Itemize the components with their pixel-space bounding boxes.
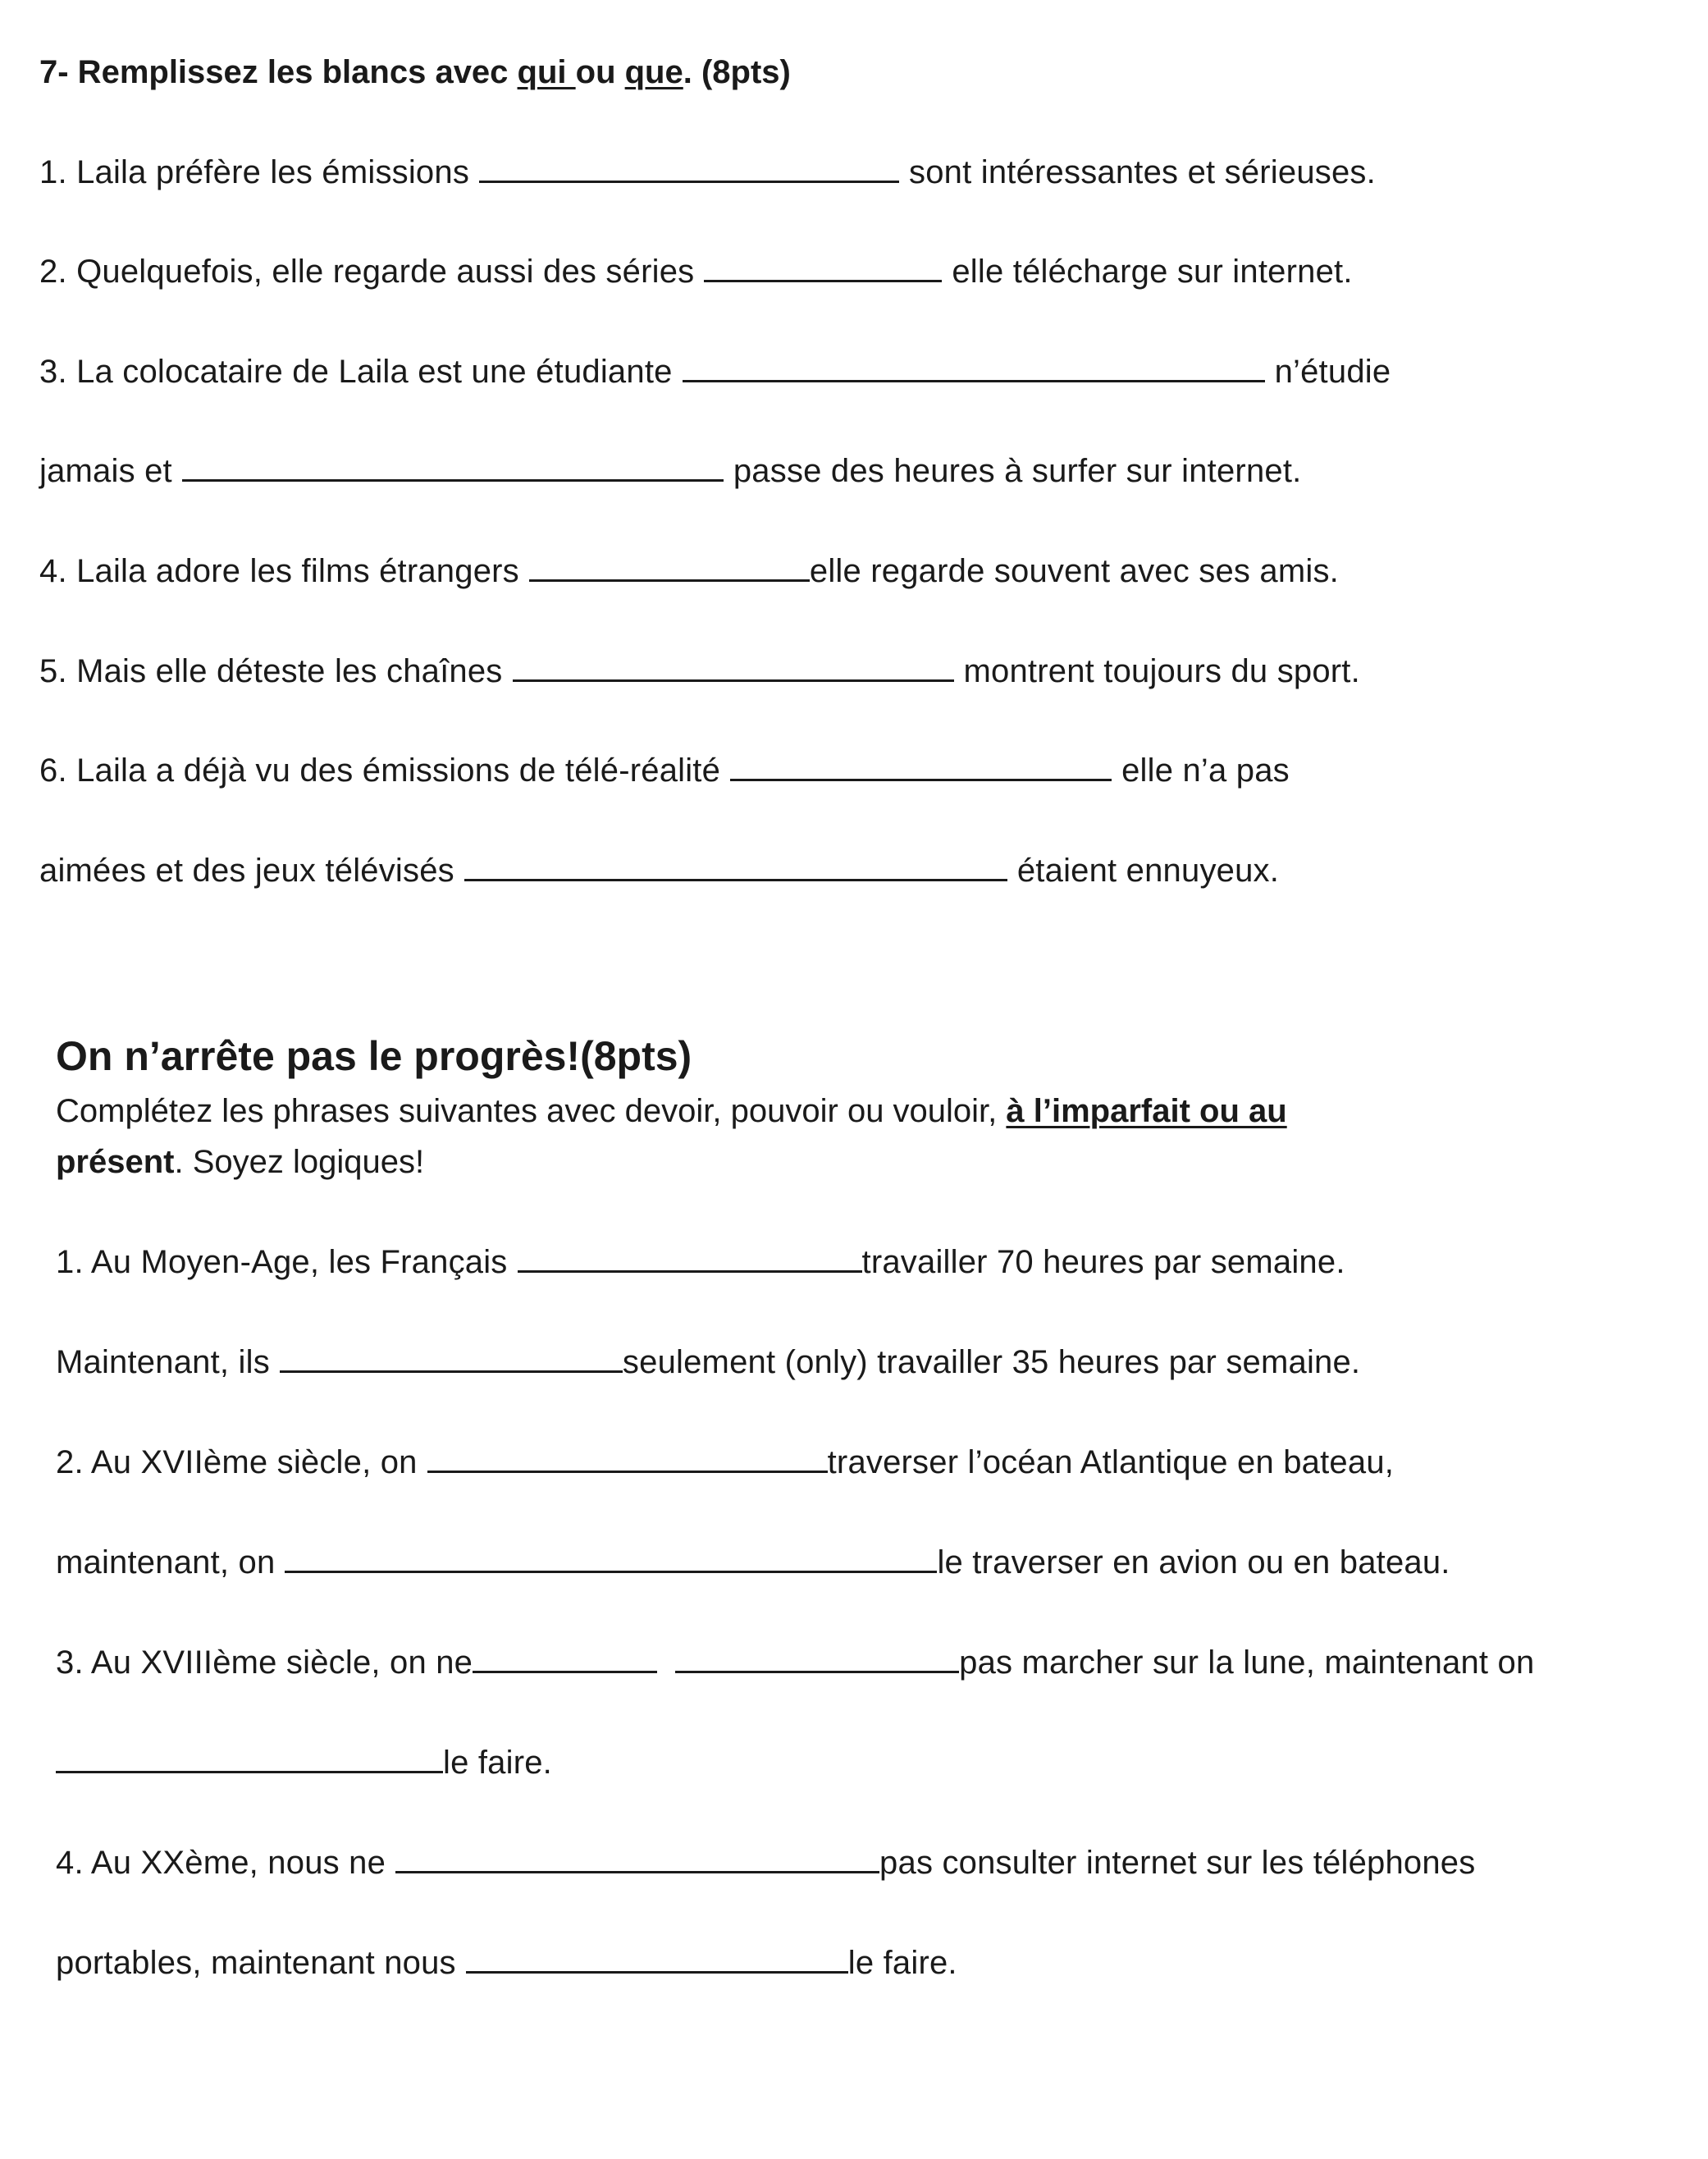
item-text: 1. Laila préfère les émissions (39, 154, 470, 190)
answer-blank[interactable] (56, 1743, 443, 1773)
title-que: que (624, 54, 683, 90)
item-text: sont intéressantes et sérieuses. (909, 154, 1376, 190)
item-text: Maintenant, ils (56, 1344, 270, 1380)
item-text: pas marcher sur la lune, maintenant on (959, 1644, 1535, 1681)
s2-item-3 (56, 1641, 1534, 1684)
item-text: elle n’a pas (1121, 752, 1290, 789)
s2-item-2-cont (56, 1541, 1450, 1584)
item-text: 6. Laila a déjà vu des émissions de télé-réalité (39, 752, 721, 789)
ex7-item-3-cont (39, 450, 1301, 492)
ex7-item-2 (39, 250, 1353, 293)
item-text: 4. Au XXème, nous ne (56, 1845, 386, 1881)
item-text: 1. Au Moyen-Age, les Français (56, 1244, 508, 1280)
ex7-item-3 (39, 350, 1391, 393)
item-text: 4. Laila adore les films étrangers (39, 553, 519, 589)
item-text: n’étudie (1274, 354, 1391, 390)
instructions-line-1 (56, 1088, 1287, 1134)
title-suffix: . (8pts) (683, 54, 791, 90)
s2-item-1-cont (56, 1341, 1360, 1384)
item-text: portables, maintenant nous (56, 1945, 456, 1981)
answer-blank[interactable] (285, 1543, 937, 1573)
answer-blank[interactable] (513, 652, 954, 682)
item-text: elle télécharge sur internet. (952, 254, 1353, 290)
item-text: le faire. (443, 1745, 552, 1781)
item-text: 3. La colocataire de Laila est une étudiante (39, 354, 673, 390)
answer-blank[interactable] (473, 1643, 657, 1673)
instructions-emphasis: à l’imparfait ou au (1006, 1093, 1287, 1129)
item-text: 5. Mais elle déteste les chaînes (39, 653, 503, 689)
answer-blank[interactable] (427, 1443, 828, 1473)
s2-item-1 (56, 1241, 1345, 1283)
answer-blank[interactable] (466, 1943, 848, 1974)
item-text: 2. Quelquefois, elle regarde aussi des séries (39, 254, 695, 290)
s2-item-2 (56, 1441, 1394, 1484)
item-text: le traverser en avion ou en bateau. (937, 1544, 1450, 1580)
item-text: travailler 70 heures par semaine. (861, 1244, 1345, 1280)
item-text: le faire. (847, 1945, 957, 1981)
answer-blank[interactable] (280, 1343, 623, 1373)
answer-blank[interactable] (518, 1242, 862, 1273)
answer-blank[interactable] (704, 252, 942, 282)
s2-item-3-cont (56, 1741, 552, 1784)
item-text: aimées et des jeux télévisés (39, 853, 454, 889)
ex7-item-5 (39, 650, 1360, 693)
answer-blank[interactable] (479, 153, 899, 183)
item-text: 3. Au XVIIIème siècle, on ne (56, 1644, 473, 1681)
item-text: 2. Au XVIIème siècle, on (56, 1444, 418, 1480)
section-heading: On n’arrête pas le progrès!(8pts) (56, 1033, 692, 1079)
title-prefix: 7- Remplissez les blancs avec (39, 54, 518, 90)
item-text: passe des heures à surfer sur internet. (733, 453, 1302, 489)
s2-item-4 (56, 1841, 1475, 1884)
item-text: maintenant, on (56, 1544, 276, 1580)
ex7-item-1 (39, 151, 1376, 194)
s2-item-4-cont (56, 1942, 957, 1984)
instructions-text: . Soyez logiques! (174, 1144, 425, 1180)
ex7-item-6-cont (39, 849, 1279, 892)
item-text: seulement (only) travailler 35 heures par semaine. (622, 1344, 1361, 1380)
item-text: jamais et (39, 453, 172, 489)
answer-blank[interactable] (182, 451, 724, 482)
item-text: montrent toujours du sport. (963, 653, 1360, 689)
answer-blank[interactable] (395, 1843, 879, 1873)
answer-blank[interactable] (464, 851, 1007, 881)
item-text: traverser l’océan Atlantique en bateau, (827, 1444, 1395, 1480)
exercise-title (39, 51, 791, 94)
title-ou: ou (575, 54, 625, 90)
instructions-text: Complétez les phrases suivantes avec devoir, pouvoir ou vouloir, (56, 1093, 1007, 1129)
item-text: étaient ennuyeux. (1016, 853, 1280, 889)
item-text: pas consulter internet sur les téléphones (879, 1845, 1476, 1881)
answer-blank[interactable] (529, 551, 810, 582)
answer-blank[interactable] (730, 751, 1112, 781)
title-qui: qui (517, 54, 576, 90)
ex7-item-6 (39, 749, 1290, 792)
ex7-item-4 (39, 550, 1339, 592)
answer-blank[interactable] (675, 1643, 959, 1673)
answer-blank[interactable] (683, 352, 1265, 382)
item-text: elle regarde souvent avec ses amis. (809, 553, 1339, 589)
instructions-emphasis: présent (56, 1144, 175, 1180)
instructions-line-2 (56, 1139, 424, 1185)
